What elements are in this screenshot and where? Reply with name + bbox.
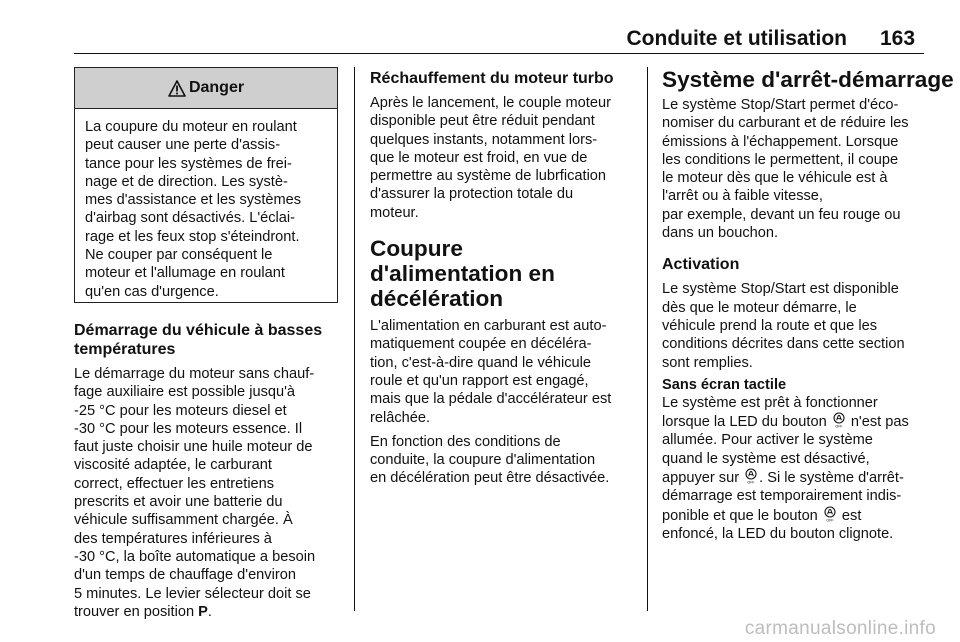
- text-segment: ponible et que le bouton: [662, 507, 822, 524]
- text-line: rage et les feux stop s'éteindront.: [85, 228, 300, 245]
- svg-text:OFF: OFF: [826, 518, 834, 522]
- column-right: [662, 67, 954, 543]
- cold-start-heading: Démarrage du véhicule à basses températures: [74, 322, 323, 358]
- stop-start-heading: Système d'arrêt-démarrage: [662, 67, 954, 92]
- text-line: faut juste choisir une huile moteur de: [74, 439, 313, 456]
- text-segment: n'est pas: [846, 414, 909, 431]
- text-line: -25 °C pour les moteurs diesel et: [74, 402, 287, 419]
- turbo-text: [370, 94, 634, 222]
- column-middle: [370, 67, 634, 488]
- text-line: tion, c'est-à-dire quand le véhicule: [370, 354, 592, 371]
- text-line: d'airbag sont désactivés. L'éclai-: [85, 210, 295, 227]
- text-line: prescrits et avoir une batterie du: [74, 494, 283, 511]
- text-line: [662, 506, 924, 525]
- text-line: nomiser du carburant et de réduire les: [662, 115, 909, 132]
- text-line: Le système Stop/Start permet d'éco-: [662, 97, 899, 113]
- column-divider: [354, 67, 355, 611]
- auto-stop-button-icon: [823, 506, 837, 522]
- text-segment: .: [207, 603, 212, 620]
- text-segment: trouver en position: [74, 603, 199, 620]
- text-line: roule et qu'un rapport est engagé,: [370, 372, 589, 389]
- text-line: quand le système est désactivé,: [662, 450, 870, 467]
- text-line: par exemple, devant un feu rouge ou: [662, 206, 901, 223]
- text-line: [662, 468, 924, 487]
- column-divider: [647, 67, 648, 611]
- gear-position-p: P: [198, 603, 208, 620]
- text-line: correct, effectuer les entretiens: [74, 475, 275, 492]
- text-line: peut causer une perte d'assis-: [85, 137, 281, 154]
- text-line: permettre au système de lubrfication: [370, 168, 607, 185]
- fuel-cut-heading: Coupure d'alimentation en décélération: [370, 236, 555, 312]
- text-line: dès que le moteur démarre, le: [662, 299, 857, 316]
- text-line: moteur.: [370, 204, 419, 221]
- fuel-cut-text-2: [370, 433, 634, 488]
- text-line: disponible peut être réduit pendant: [370, 113, 595, 130]
- danger-box: [74, 67, 338, 303]
- warning-triangle-icon: [168, 80, 186, 97]
- text-line: démarrage est temporairement indis-: [662, 488, 902, 505]
- text-line: qu'en cas d'urgence.: [85, 283, 219, 300]
- text-line: -30 °C, la boîte automatique a besoin: [74, 548, 316, 565]
- text-line: dans un bouchon.: [662, 225, 779, 242]
- text-segment: est: [837, 507, 862, 524]
- text-line: les conditions le permettent, il coupe: [662, 151, 899, 168]
- no-touchscreen-text: [662, 394, 924, 543]
- text-line: Ne couper par conséquent le: [85, 247, 273, 264]
- danger-title: Danger: [188, 79, 245, 96]
- text-line: d'un temps de chauffage d'environ: [74, 567, 296, 584]
- text-line: allumée. Pour activer le système: [662, 432, 873, 449]
- text-line: Le système est prêt à fonctionner: [662, 394, 878, 411]
- text-segment: lorsque la LED du bouton: [662, 414, 831, 431]
- text-line: [74, 603, 340, 621]
- text-line: véhicule suffisamment chargée. À: [74, 512, 293, 529]
- text-segment: . Si le système d'arrêt-: [759, 470, 904, 487]
- text-line: moteur et l'allumage en roulant: [85, 265, 285, 282]
- text-line: Après le lancement, le couple moteur: [370, 95, 611, 111]
- page-number: 163: [880, 27, 916, 50]
- watermark: carmanualsonline.info: [744, 618, 936, 639]
- text-line: sont remplies.: [662, 354, 753, 371]
- column-left: [74, 67, 340, 621]
- text-line: relâchée.: [370, 409, 431, 426]
- activation-heading: Activation: [662, 256, 740, 274]
- text-line: conduite, la coupure d'alimentation: [370, 452, 596, 469]
- text-line: -30 °C pour les moteurs essence. Il: [74, 420, 303, 437]
- text-line: L'alimentation en carburant est auto-: [370, 318, 607, 335]
- svg-text:OFF: OFF: [835, 424, 843, 429]
- text-line: quelques instants, notamment lors-: [370, 131, 598, 148]
- header-rule: [74, 53, 924, 54]
- danger-header: [75, 68, 337, 109]
- auto-stop-button-icon: [832, 412, 846, 428]
- text-line: 5 minutes. Le levier sélecteur doit se: [74, 585, 311, 602]
- text-line: Le système Stop/Start est disponible: [662, 281, 899, 298]
- stop-start-intro: [662, 96, 924, 242]
- text-line: le moteur dès que le véhicule est à: [662, 170, 888, 187]
- text-line: en décélération peut être désactivée.: [370, 470, 610, 487]
- text-line: [662, 412, 924, 431]
- no-touchscreen-heading: Sans écran tactile: [662, 376, 787, 393]
- text-line: d'assurer la protection totale du: [370, 186, 574, 203]
- text-line: mes d'assistance et les systèmes: [85, 192, 302, 209]
- text-line: tance pour les systèmes de frei-: [85, 155, 292, 172]
- text-line: matiquement coupée en décéléra-: [370, 336, 592, 353]
- auto-stop-button-icon: [744, 468, 758, 484]
- text-line: véhicule prend la route et que les: [662, 317, 877, 334]
- text-line: En fonction des conditions de: [370, 433, 561, 450]
- fuel-cut-text: [370, 317, 634, 427]
- svg-text:OFF: OFF: [747, 480, 755, 485]
- text-line: conditions décrites dans cette section: [662, 336, 905, 353]
- cold-start-text: [74, 365, 340, 621]
- text-line: émissions à l'échappement. Lorsque: [662, 133, 899, 150]
- text-line: nage et de direction. Les systè-: [85, 173, 288, 190]
- text-line: enfoncé, la LED du bouton clignote.: [662, 525, 894, 542]
- text-line: Le démarrage du moteur sans chauf-: [74, 366, 315, 382]
- text-line: des températures inférieures à: [74, 530, 272, 547]
- activation-text: [662, 280, 924, 371]
- section-title: Conduite et utilisation: [626, 27, 847, 50]
- danger-text: [75, 109, 337, 301]
- text-segment: appuyer sur: [662, 470, 744, 487]
- text-line: mais que la pédale d'accélérateur est: [370, 391, 612, 408]
- text-line: fage auxiliaire est possible jusqu'à: [74, 384, 296, 401]
- text-line: que le moteur est froid, en vue de: [370, 149, 588, 166]
- turbo-heading: Réchauffement du moteur turbo: [370, 70, 614, 87]
- text-line: La coupure du moteur en roulant: [85, 119, 297, 135]
- text-line: viscosité adaptée, le carburant: [74, 457, 272, 474]
- text-line: l'arrêt ou à faible vitesse,: [662, 188, 823, 205]
